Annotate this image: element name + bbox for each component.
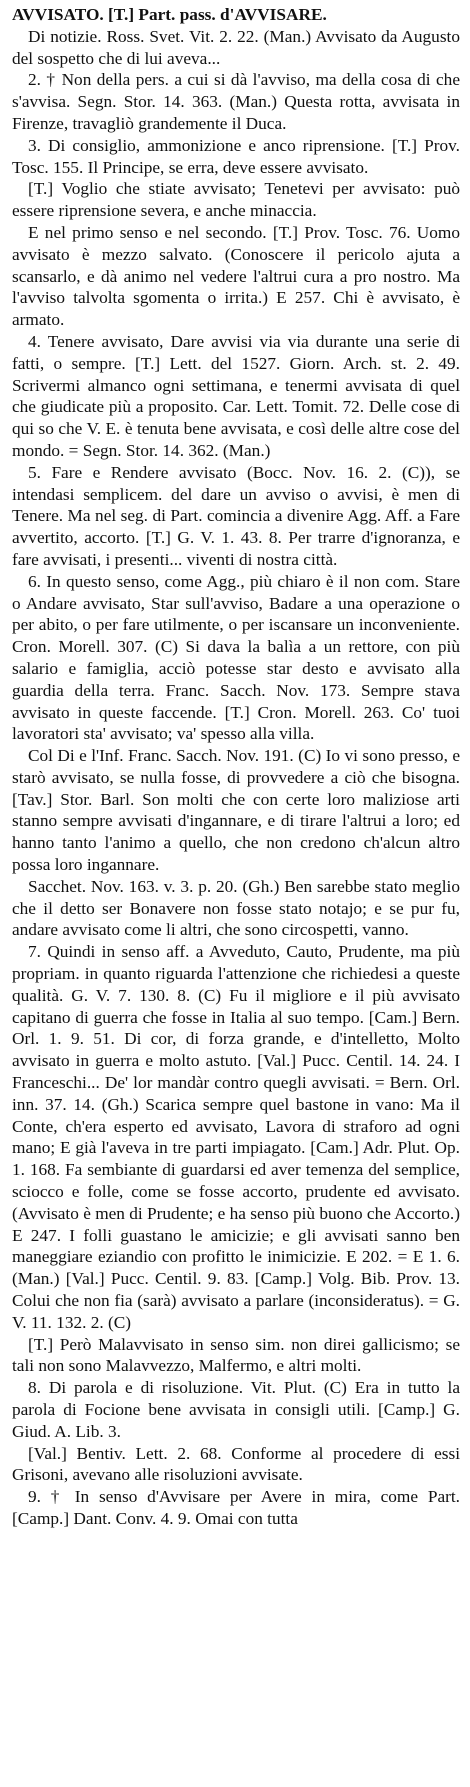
- entry-paragraph: 5. Fare e Rendere avvisato (Bocc. Nov. 16. 2. (C)), se intendasi semplicem. del dare un avviso o avvisi, è men di Tenere. Ma nel seg. di Part. comincia a divenire Agg. Aff. a Fare avvertito, accorto. [T.] G. V. 1. 43. 8. Per trarre d'ignoranza, e fare avvisati, i presenti... viventi di nostra città.: [12, 462, 460, 569]
- entry-paragraph: 3. Di consiglio, ammonizione e anco riprensione. [T.] Prov. Tosc. 155. Il Principe, se erra, deve essere avvisato.: [12, 135, 460, 177]
- entry-paragraph: Sacchet. Nov. 163. v. 3. p. 20. (Gh.) Ben sarebbe stato meglio che il detto ser Bonavere non fosse stato notajo; e se pur fu, andare avvisato come li altri, che sono circospetti, vanno.: [12, 876, 460, 940]
- entry-paragraph: 9. † In senso d'Avvisare per Avere in mira, come Part. [Camp.] Dant. Conv. 4. 9. Omai con tutta: [12, 1487, 460, 1528]
- entry-paragraph: Col Di e l'Inf. Franc. Sacch. Nov. 191. (C) Io vi sono presso, e starò avvisato, se nulla fosse, di provvedere a ciò che bisogna. [Tav.] Stor. Barl. Son molti che con certe loro maliziose arti stanno sempre avvisati d'ingannare, e di tirare l'altrui a loro; ed hanno tanto l'animo a quello, che non credono ch'alcun altro possa loro ingannare.: [12, 746, 460, 875]
- entry-paragraph: 8. Di parola e di risoluzione. Vit. Plut. (C) Era in tutto la parola di Focione bene avvisata in consigli utili. [Camp.] G. Giud. A. Lib. 3.: [12, 1378, 460, 1441]
- entry-paragraph: [Val.] Bentiv. Lett. 2. 68. Conforme al procedere di essi Grisoni, avevano alle risoluzioni avvisate.: [12, 1443, 460, 1485]
- entry-paragraph: [T.] Voglio che stiate avvisato; Tenetevi per avvisato: può essere riprensione severa, e anche minaccia.: [12, 179, 460, 221]
- entry-paragraph: [12, 4, 460, 26]
- entry-paragraph: 4. Tenere avvisato, Dare avvisi via via durante una serie di fatti, o sempre. [T.] Lett. del 1527. Giorn. Arch. st. 2. 49. Scrivermi almanco ogni settimana, e tenermi avvisata di quel che giudicate più a proposito. Car. Lett. Tomit. 72. Delle cose di qui so che V. E. è tenuta bene avvisata, e così delle altre cose del mondo. = Segn. Stor. 14. 362. (Man.): [12, 331, 460, 460]
- entry-paragraph: E nel primo senso e nel secondo. [T.] Prov. Tosc. 76. Uomo avvisato è mezzo salvato. (Conoscere il pericolo ajuta a scansarlo, e dà animo nel vedere l'altrui cura a pro nostro. Ma l'avviso talvolta sgomenta o irrita.) E 257. Chi è avvisato, è armato.: [12, 222, 460, 330]
- entry-paragraph: 7. Quindi in senso aff. a Avveduto, Cauto, Prudente, ma più propriam. in quanto riguarda l'attenzione che richiedesi a queste qualità. G. V. 7. 130. 8. (C) Fu il migliore e il più avvisato capitano di guerra che fosse in Italia al suo tempo. [Cam.] Bern. Orl. 1. 9. 51. Di cor, di forza grande, e d'intelletto, Molto avvisato in guerra e molto astuto. [Val.] Pucc. Centil. 14. 24. I Franceschi... De' lor mandàr contro quegli avvisati. = Bern. Orl. inn. 37. 14. (Gh.) Scarica sempre quel bastone in vano: Ma il Conte, ch'era esperto ed avvisato, Lavora di straforo ad ogni mano; E già l'aveva in tre parti impiagato. [Cam.] Adr. Plut. Op. 1. 168. Fa sembiante di guardarsi ed aver temenza del semplice, sciocco e folle, come se fosse accorto, prudente ed avvisato. (Avvisato è men di Prudente; e ha senso più buono che Accorto.) E 247. I folli guastano le amicizie; e gli avvisati sanno ben maneggiare eziandio con profitto le inimicizie. E 202. = E 1. 6. (Man.) [Val.] Pucc. Centil. 9. 83. [Camp.] Volg. Bib. Prov. 13. Colui che non fia (sarà) avvisato a parlare (inconsideratus). = G. V. 11. 132. 2. (C): [12, 942, 460, 1332]
- entry-paragraph: Di notizie. Ross. Svet. Vit. 2. 22. (Man.) Avvisato da Augusto del sospetto che di lui aveva...: [12, 26, 460, 68]
- entry-paragraph: [T.] Però Malavvisato in senso sim. non direi gallicismo; se tali non sono Malavvezzo, Malfermo, e altri molti.: [12, 1334, 460, 1376]
- entry-headword: AVVISATO. [T.] Part. pass. d'AVVISARE.: [12, 5, 327, 24]
- entry-paragraph: 6. In questo senso, come Agg., più chiaro è il non com. Stare o Andare avvisato, Star sull'avviso, Badare a una operazione o per abito, o per fare utilmente, o per iscansare un inconveniente. Cron. Morell. 307. (C) Si dava la balìa a un rettore, con più salario e famiglia, acciò potesse star desto e avvisato alla guardia della terra. Franc. Sacch. Nov. 173. Sempre stava avvisato in queste faccende. [T.] Cron. Morell. 263. Co' tuoi lavoratori sta' avvisato; va' spesso alla villa.: [12, 571, 460, 744]
- entry-paragraph: 2. † Non della pers. a cui si dà l'avviso, ma della cosa di che s'avvisa. Segn. Stor. 14. 363. (Man.) Questa rotta, avvisata in Firenze, travagliò grandemente il Duca.: [12, 70, 460, 133]
